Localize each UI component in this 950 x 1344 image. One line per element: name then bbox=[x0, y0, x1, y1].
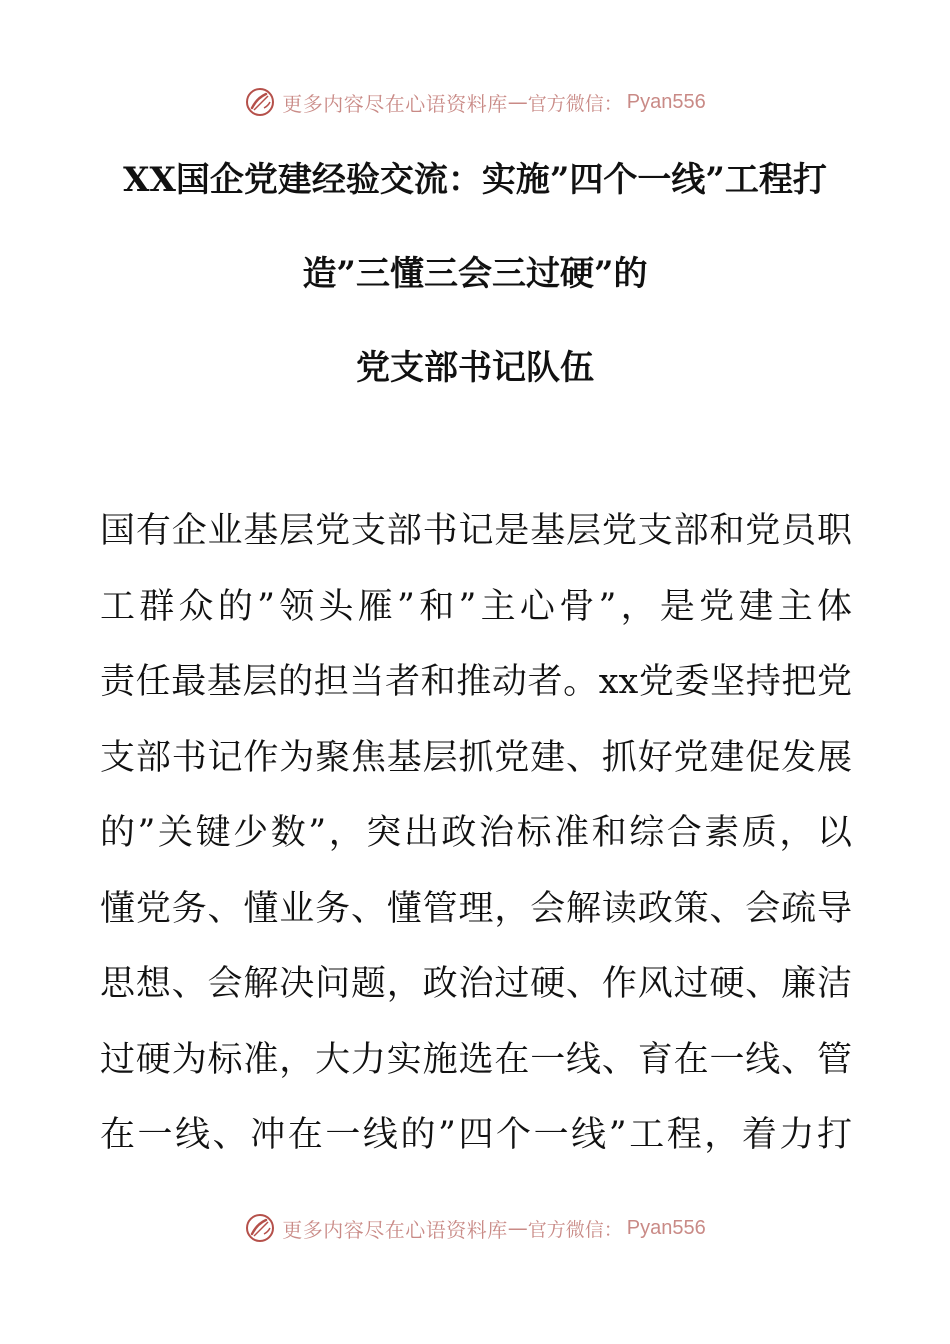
document-title-line-2: 造”三懂三会三过硬”的 bbox=[302, 254, 648, 294]
body-line: 工群众的”领头雁”和”主心骨”，是党建主体 bbox=[100, 586, 852, 627]
body-line: 的”关键少数”，突出政治标准和综合素质，以 bbox=[100, 813, 852, 853]
banner-text: 更多内容尽在心语资料库 bbox=[282, 1217, 508, 1242]
body-line: 懂党务、懂业务、懂管理，会解读政策、会疏导 bbox=[100, 888, 852, 929]
body-line: 国有企业基层党支部书记是基层党支部和党员职 bbox=[100, 511, 852, 551]
body-line: 责任最基层的担当者和推动者。xx党委坚持把党 bbox=[100, 662, 852, 702]
body-line: 在一线、冲在一线的”四个一线”工程，着力打 bbox=[100, 1115, 852, 1155]
body-paragraph bbox=[100, 494, 852, 1174]
banner-dash: — bbox=[507, 1216, 528, 1240]
body-line: 思想、会解决问题，政治过硬、作风过硬、廉洁 bbox=[100, 964, 852, 1004]
pen-logo-icon bbox=[244, 1212, 276, 1244]
document-title-line-3: 党支部书记队伍 bbox=[356, 348, 594, 388]
banner-dash: — bbox=[507, 90, 528, 114]
body-line: 过硬为标准，大力实施选在一线、育在一线、管 bbox=[100, 1039, 852, 1080]
banner-wechat-id: Pyan556 bbox=[626, 1216, 706, 1239]
banner-wechat-label: 官方微信： bbox=[527, 1218, 623, 1241]
pen-logo-icon bbox=[244, 86, 276, 118]
document-title-line-1: XX国企党建经验交流：实施”四个一线”工程打 bbox=[123, 160, 827, 200]
body-line: 支部书记作为聚焦基层抓党建、抓好党建促发展 bbox=[100, 737, 852, 778]
banner-wechat-label: 官方微信： bbox=[527, 92, 623, 115]
header-banner bbox=[0, 82, 950, 122]
banner-text: 更多内容尽在心语资料库 bbox=[282, 91, 508, 116]
footer-banner bbox=[0, 1208, 950, 1248]
banner-wechat-id: Pyan556 bbox=[626, 90, 706, 113]
